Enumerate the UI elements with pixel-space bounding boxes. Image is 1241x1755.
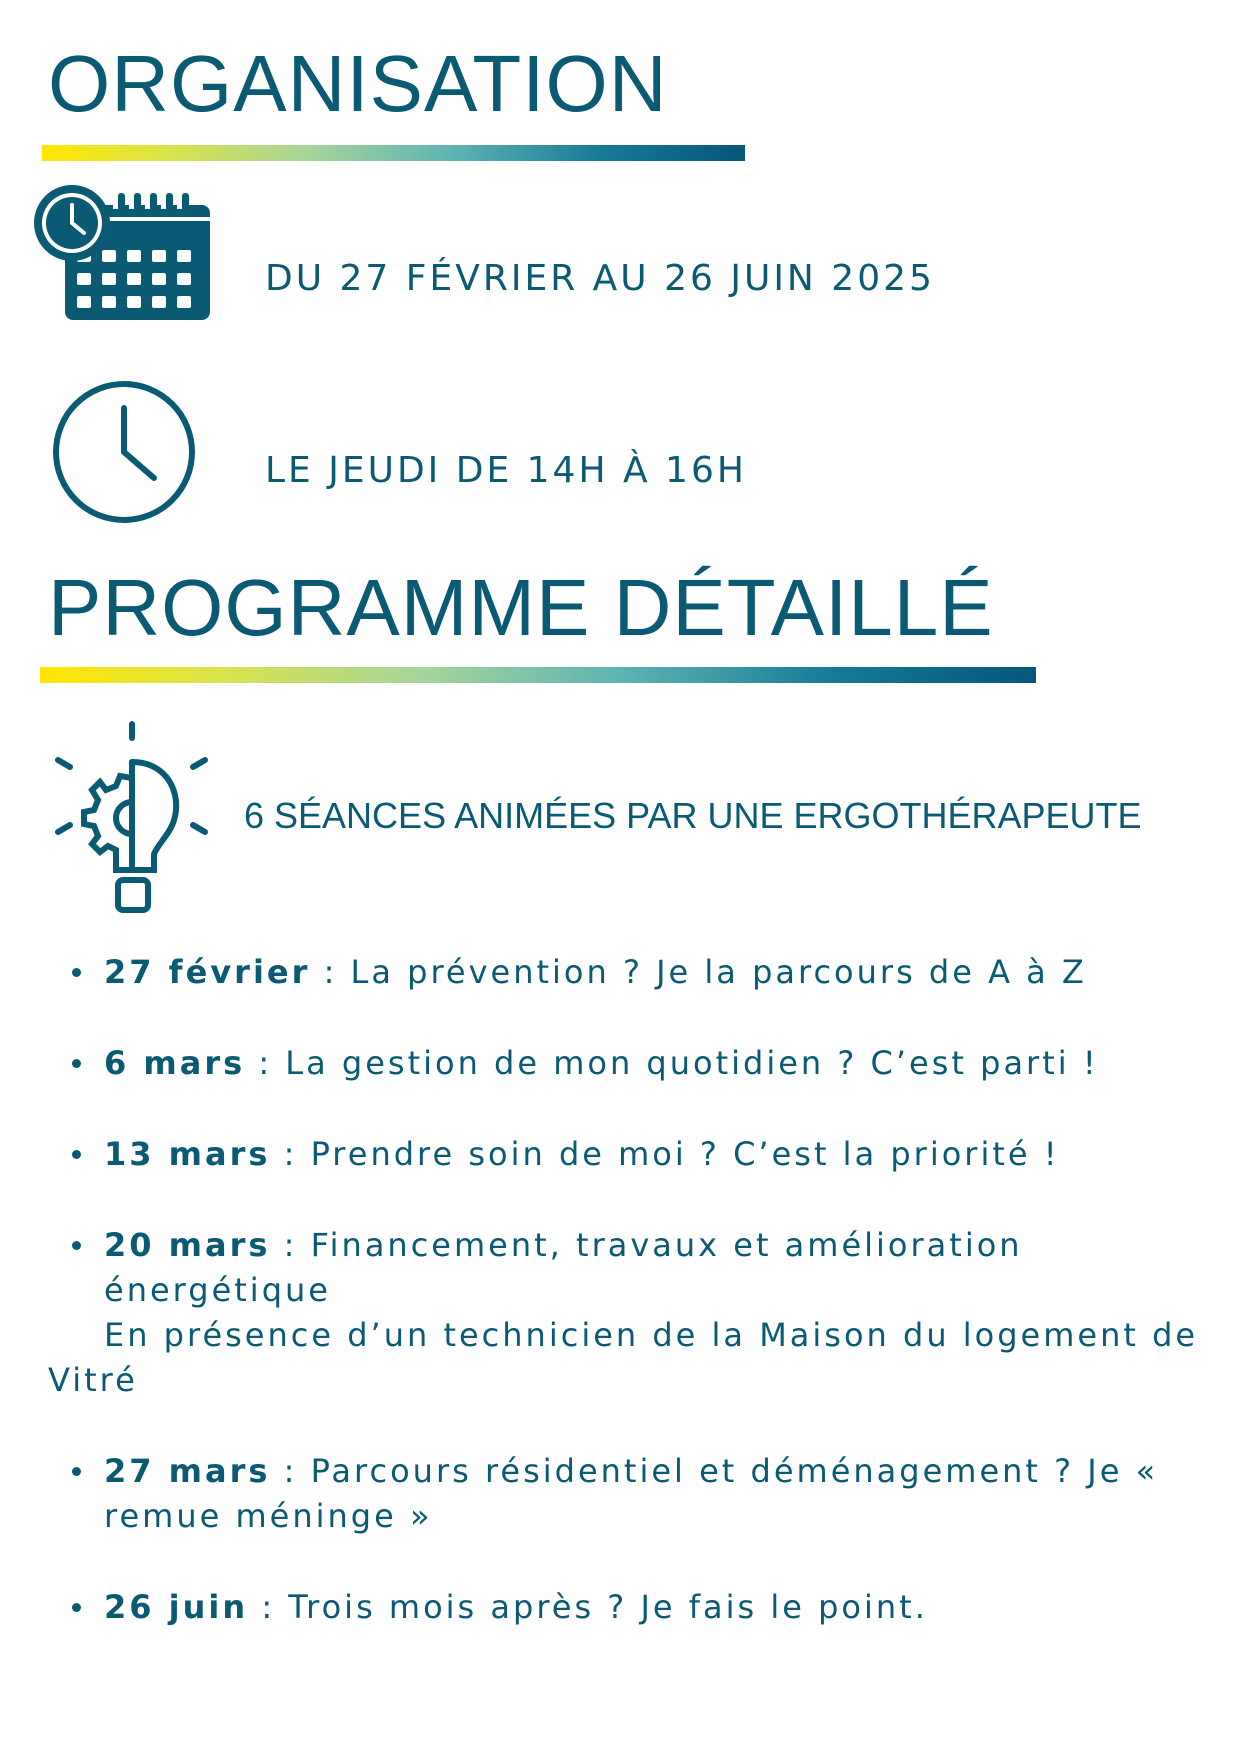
session-note: En présence d’un technicien de la Maison du logement de Vitré — [48, 1316, 1199, 1399]
session-text: : La gestion de mon quotidien ? C’est parti ! — [245, 1044, 1099, 1082]
session-date: 20 mars — [104, 1226, 271, 1264]
session-text: : Parcours résidentiel et déménagement ? Je « remue méninge » — [104, 1452, 1159, 1535]
session-date: 13 mars — [104, 1135, 271, 1173]
bullet — [72, 1241, 81, 1250]
session-list — [48, 950, 1208, 1630]
list-item — [48, 950, 1208, 995]
session-text: : Prendre soin de moi ? C’est la priorité ! — [270, 1135, 1060, 1173]
bullet — [72, 1603, 81, 1612]
session-text: : La prévention ? Je la parcours de A à Z — [310, 953, 1087, 991]
session-date: 27 mars — [104, 1452, 271, 1490]
calendar-clock-icon — [30, 185, 210, 335]
organisation-heading: ORGANISATION — [48, 39, 668, 128]
time-text: LE JEUDI DE 14H À 16H — [265, 450, 747, 491]
list-item — [48, 1041, 1208, 1086]
session-date: 6 mars — [104, 1044, 246, 1082]
bullet — [72, 1059, 81, 1068]
bullet — [72, 968, 81, 977]
session-date: 26 juin — [104, 1588, 249, 1626]
programme-heading: PROGRAMME DÉTAILLÉ — [48, 563, 994, 652]
session-text: : Trois mois après ? Je fais le point. — [248, 1588, 928, 1626]
bullet — [72, 1467, 81, 1476]
session-date: 27 février — [104, 953, 311, 991]
list-item — [48, 1585, 1208, 1630]
list-item — [48, 1449, 1208, 1539]
organisation-gradient-bar — [42, 145, 745, 161]
seances-summary: 6 SÉANCES ANIMÉES PAR UNE ERGOTHÉRAPEUTE — [244, 795, 1142, 836]
list-item — [48, 1132, 1208, 1177]
programme-gradient-bar — [40, 667, 1036, 683]
list-item — [48, 1223, 1208, 1403]
lightbulb-gear-icon — [50, 720, 210, 920]
clock-icon — [50, 378, 198, 526]
dates-text: DU 27 FÉVRIER AU 26 JUIN 2025 — [265, 258, 935, 299]
session-text: : Financement, travaux et amélioration énergétique — [104, 1226, 1023, 1309]
bullet — [72, 1150, 81, 1159]
